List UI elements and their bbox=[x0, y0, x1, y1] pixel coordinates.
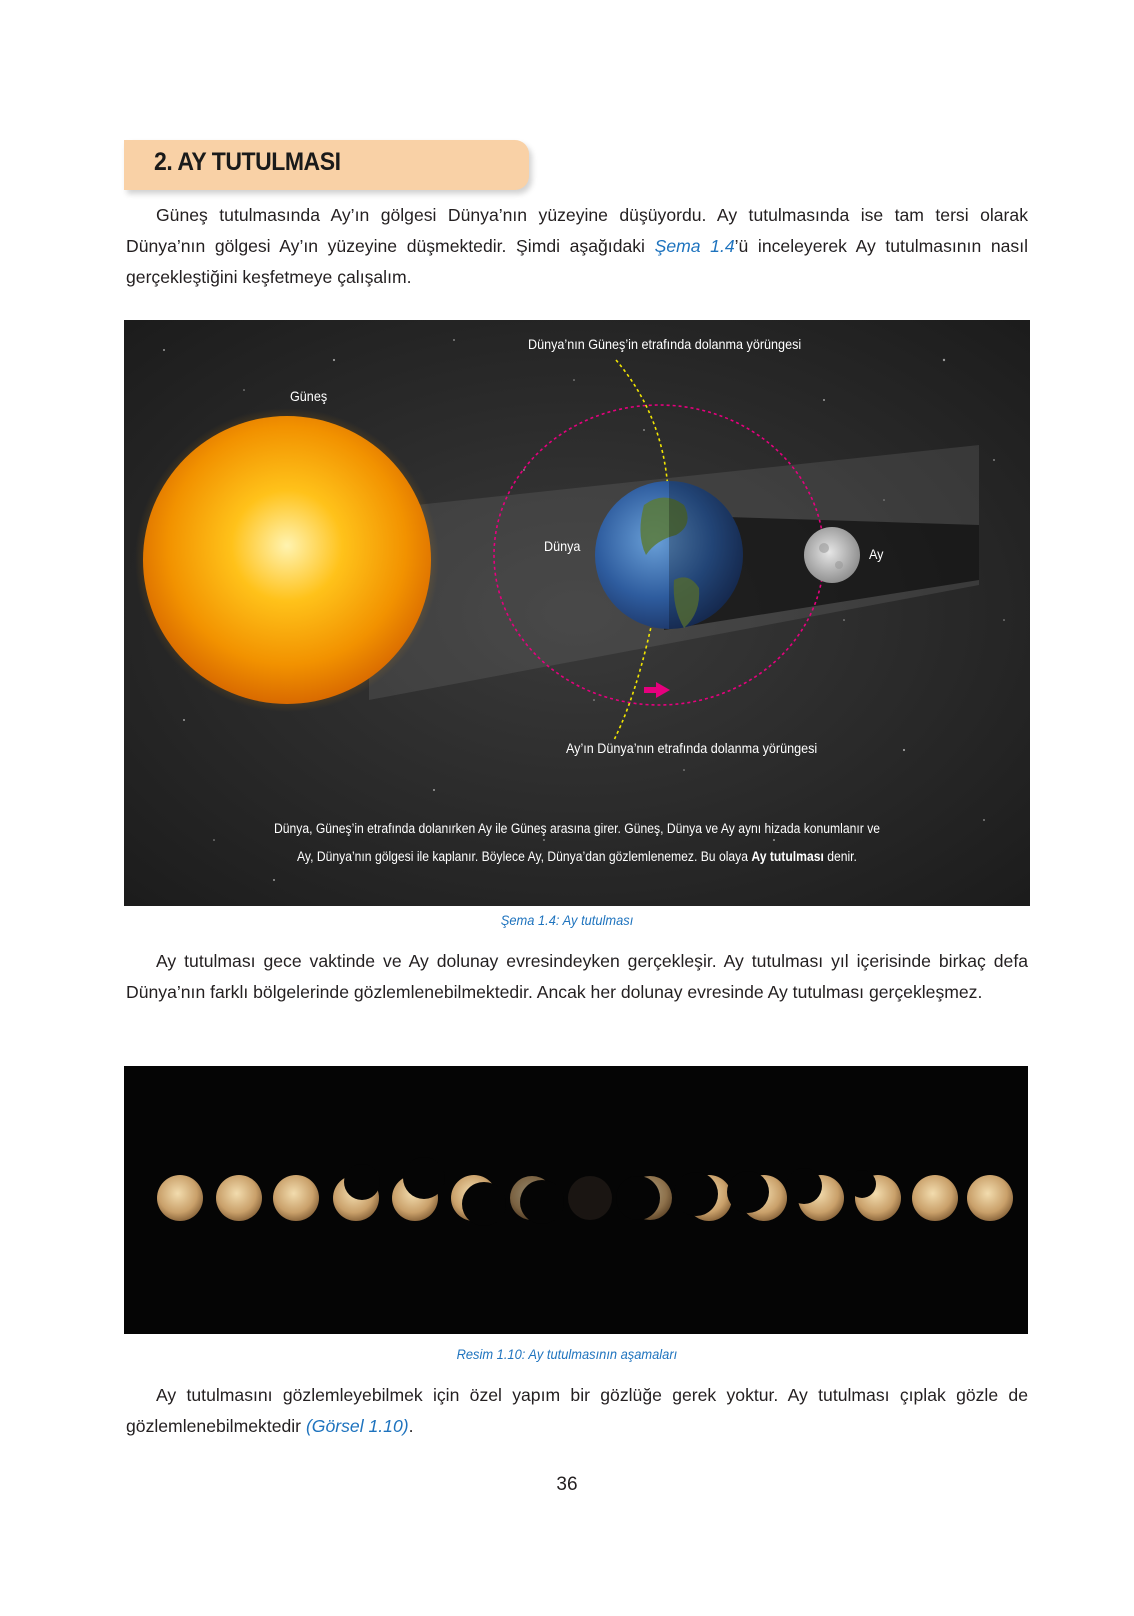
photo-reference-link[interactable]: (Görsel 1.10) bbox=[305, 1416, 409, 1436]
paragraph-text: Ay tutulmasını gözlemleyebilmek için özel yapım bir gözlüğe gerek yoktur. Ay tutulması çıplak gözle de gözlemlenebilmektedir bbox=[126, 1385, 1028, 1436]
photo-caption-text: Resim 1.10: Ay tutulmasının aşamaları bbox=[456, 1346, 678, 1362]
earth-orbit-label: Dünya’nın Güneş’in etrafında dolanma yörüngesi bbox=[528, 336, 802, 352]
moon-phase-icon bbox=[273, 1175, 319, 1221]
moon-phase-icon bbox=[216, 1175, 262, 1221]
third-paragraph bbox=[126, 1380, 1028, 1442]
paragraph-text: ’ü inceleyerek Ay tutulmasının nasıl gerçekleştiğini keşfetmeye çalışalım. bbox=[126, 236, 1029, 287]
description-text: denir. bbox=[823, 849, 857, 864]
sun-label: Güneş bbox=[290, 388, 328, 404]
section-title: 2. AY TUTULMASI bbox=[154, 148, 341, 176]
schema-reference-link[interactable]: Şema 1.4 bbox=[654, 236, 735, 256]
moon-icon bbox=[804, 527, 860, 583]
photo-caption bbox=[0, 1346, 1134, 1362]
moon-phase-sequence bbox=[157, 1157, 1013, 1226]
page-number: 36 bbox=[556, 1474, 578, 1495]
description-text: Ay, Dünya’nın gölgesi ile kaplanır. Böylece Ay, Dünya’dan gözlemlenemez. Bu olaya bbox=[297, 849, 752, 864]
section-title-banner bbox=[124, 140, 529, 190]
moon-label: Ay bbox=[869, 546, 884, 562]
schema-caption bbox=[0, 912, 1134, 928]
moon-phase-icon bbox=[568, 1176, 612, 1220]
eclipse-phases-photo bbox=[124, 1066, 1028, 1334]
moon-phase-icon bbox=[912, 1175, 958, 1221]
description-bold-term: Ay tutulması bbox=[751, 849, 824, 864]
earth-label: Dünya bbox=[544, 538, 581, 554]
paragraph-text: Ay tutulması gece vaktinde ve Ay dolunay evresindeyken gerçekleşir. Ay tutulması yıl içerisinde birkaç defa Dünya’nın farklı bölgelerinde gözlemlenebilmektedir. Ancak her dolunay evresinde Ay tutulması gerçekleşmez. bbox=[126, 951, 1028, 1002]
intro-paragraph bbox=[126, 200, 1028, 293]
moon-phase-icon bbox=[967, 1175, 1013, 1221]
paragraph-text: Güneş tutulmasında Ay’ın gölgesi Dünya’nın yüzeyine düşüyordu. Ay tutulmasında ise tam tersi olarak Dünya’nın gölgesi Ay’ın yüzeyine düşmektedir. Şimdi aşağıdaki bbox=[126, 205, 1028, 256]
moon-orbit-label: Ay’ın Dünya’nın etrafında dolanma yörüngesi bbox=[566, 740, 818, 756]
diagram-description-line1: Dünya, Güneş’in etrafında dolanırken Ay ile Güneş arasına girer. Güneş, Dünya ve Ay aynı hizada konumlanır ve bbox=[273, 821, 881, 836]
second-paragraph bbox=[126, 946, 1028, 1008]
sun-icon bbox=[143, 416, 431, 704]
diagram-description-line2 bbox=[169, 843, 984, 871]
paragraph-text: . bbox=[408, 1416, 414, 1436]
schema-caption-text: Şema 1.4: Ay tutulması bbox=[500, 912, 634, 928]
eclipse-phases-graphic bbox=[124, 1066, 1028, 1334]
diagram-description bbox=[124, 815, 1030, 871]
moon-phase-icon bbox=[157, 1175, 203, 1221]
